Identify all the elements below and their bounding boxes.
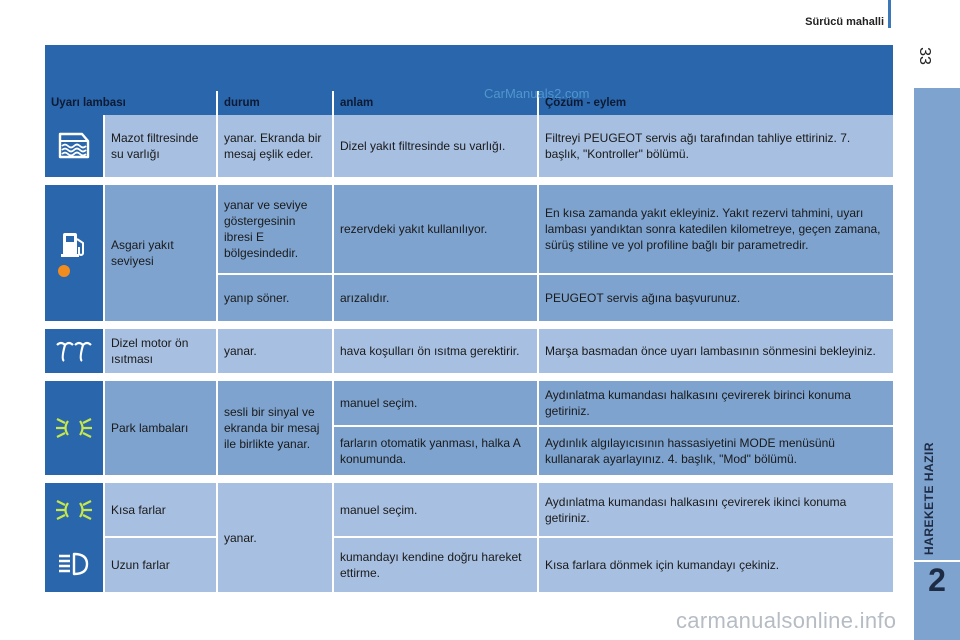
dipped-beam-icon-cell xyxy=(45,483,103,536)
table-top-band xyxy=(45,45,893,91)
col-header-meaning: anlam xyxy=(334,91,537,115)
meaning-fuel-1: rezervdeki yakıt kullanılıyor. xyxy=(334,185,537,273)
meaning-park-2: farların otomatik yanması, halka A konumunda. xyxy=(334,427,537,475)
action-dipped: Aydınlatma kumandası halkasını çevirerek ikinci konuma getiriniz. xyxy=(539,483,893,536)
meaning-glow: hava koşulları ön ısıtma gerektirir. xyxy=(334,329,537,373)
action-park-2: Aydınlık algılayıcısının hassasiyetini MODE menüsünü kullanarak ayarlayınız. 4. başlık, "Mod" bölümü. xyxy=(539,427,893,475)
row-gap xyxy=(45,373,893,381)
chapter-tab xyxy=(914,88,960,640)
glow-plug-icon-cell xyxy=(45,329,103,373)
lamp-name-fuel: Asgari yakıt seviyesi xyxy=(105,185,216,321)
water-in-fuel-icon-cell xyxy=(45,115,103,177)
fuel-pump-icon xyxy=(57,227,91,279)
action-glow: Marşa basmadan önce uyarı lambasının sönmesini bekleyiniz. xyxy=(539,329,893,373)
action-park-1: Aydınlatma kumandası halkasını çevirerek birinci konuma getiriniz. xyxy=(539,381,893,425)
watermark-bottom: carmanualsonline.info xyxy=(676,608,897,633)
state-fuel-2: yanıp söner. xyxy=(218,275,332,321)
page-number: 33 xyxy=(916,47,933,65)
state-glow: yanar. xyxy=(218,329,332,373)
dipped-beam-icon xyxy=(54,497,94,523)
col-header-state: durum xyxy=(218,91,332,115)
section-title: Sürücü mahalli xyxy=(805,16,884,28)
row-gap xyxy=(45,475,893,483)
meaning-water: Dizel yakıt filtresinde su varlığı. xyxy=(334,115,537,177)
fuel-icon-cell xyxy=(45,185,103,321)
state-beams: yanar. xyxy=(218,483,332,592)
water-in-fuel-icon xyxy=(56,131,92,161)
lamp-name-glow: Dizel motor ön ısıtması xyxy=(105,329,216,373)
row-gap xyxy=(45,321,893,329)
main-beam-icon-cell xyxy=(45,536,103,592)
action-fuel-1: En kısa zamanda yakıt ekleyiniz. Yakıt rezervi tahmini, uyarı lambası yandıktan sonra katedilen kilometreye, geçen zamana, sürüş stiline ve yol profiline bağlı bir parametredir. xyxy=(539,185,893,273)
row-gap xyxy=(45,177,893,185)
state-park: sesli bir sinyal ve ekranda bir mesaj ile birlikte yanar. xyxy=(218,381,332,475)
park-lamps-icon-cell xyxy=(45,381,103,475)
action-water: Filtreyi PEUGEOT servis ağı tarafından tahliye ettiriniz. 7. başlık, "Kontroller" bölümü. xyxy=(539,115,893,177)
state-fuel-1: yanar ve seviye göstergesinin ibresi E bölgesindedir. xyxy=(218,185,332,273)
lamp-name-park: Park lambaları xyxy=(105,381,216,475)
glow-plug-icon xyxy=(54,339,94,363)
meaning-park-1: manuel seçim. xyxy=(334,381,537,425)
meaning-main: kumandayı kendine doğru hareket ettirme. xyxy=(334,538,537,592)
chapter-number: 2 xyxy=(928,562,946,598)
col-header-action: Çözüm - eylem xyxy=(539,91,893,115)
meaning-fuel-2: arızalıdır. xyxy=(334,275,537,321)
chapter-tab-label: HAREKETE HAZIR xyxy=(922,441,936,555)
header-rule xyxy=(888,0,891,28)
warning-lamp-table xyxy=(45,91,893,592)
lamp-name-dipped: Kısa farlar xyxy=(105,483,216,536)
main-beam-icon xyxy=(56,551,92,577)
action-fuel-2: PEUGEOT servis ağına başvurunuz. xyxy=(539,275,893,321)
action-main: Kısa farlara dönmek için kumandayı çekiniz. xyxy=(539,538,893,592)
state-water: yanar. Ekranda bir mesaj eşlik eder. xyxy=(218,115,332,177)
lamp-name-water: Mazot filtresinde su varlığı xyxy=(105,115,216,177)
watermark-top: CarManuals2.com xyxy=(484,86,590,101)
lamp-name-main: Uzun farlar xyxy=(105,538,216,592)
meaning-dipped: manuel seçim. xyxy=(334,483,537,536)
col-header-lamp: Uyarı lambası xyxy=(45,91,216,115)
park-lamps-icon xyxy=(54,415,94,441)
